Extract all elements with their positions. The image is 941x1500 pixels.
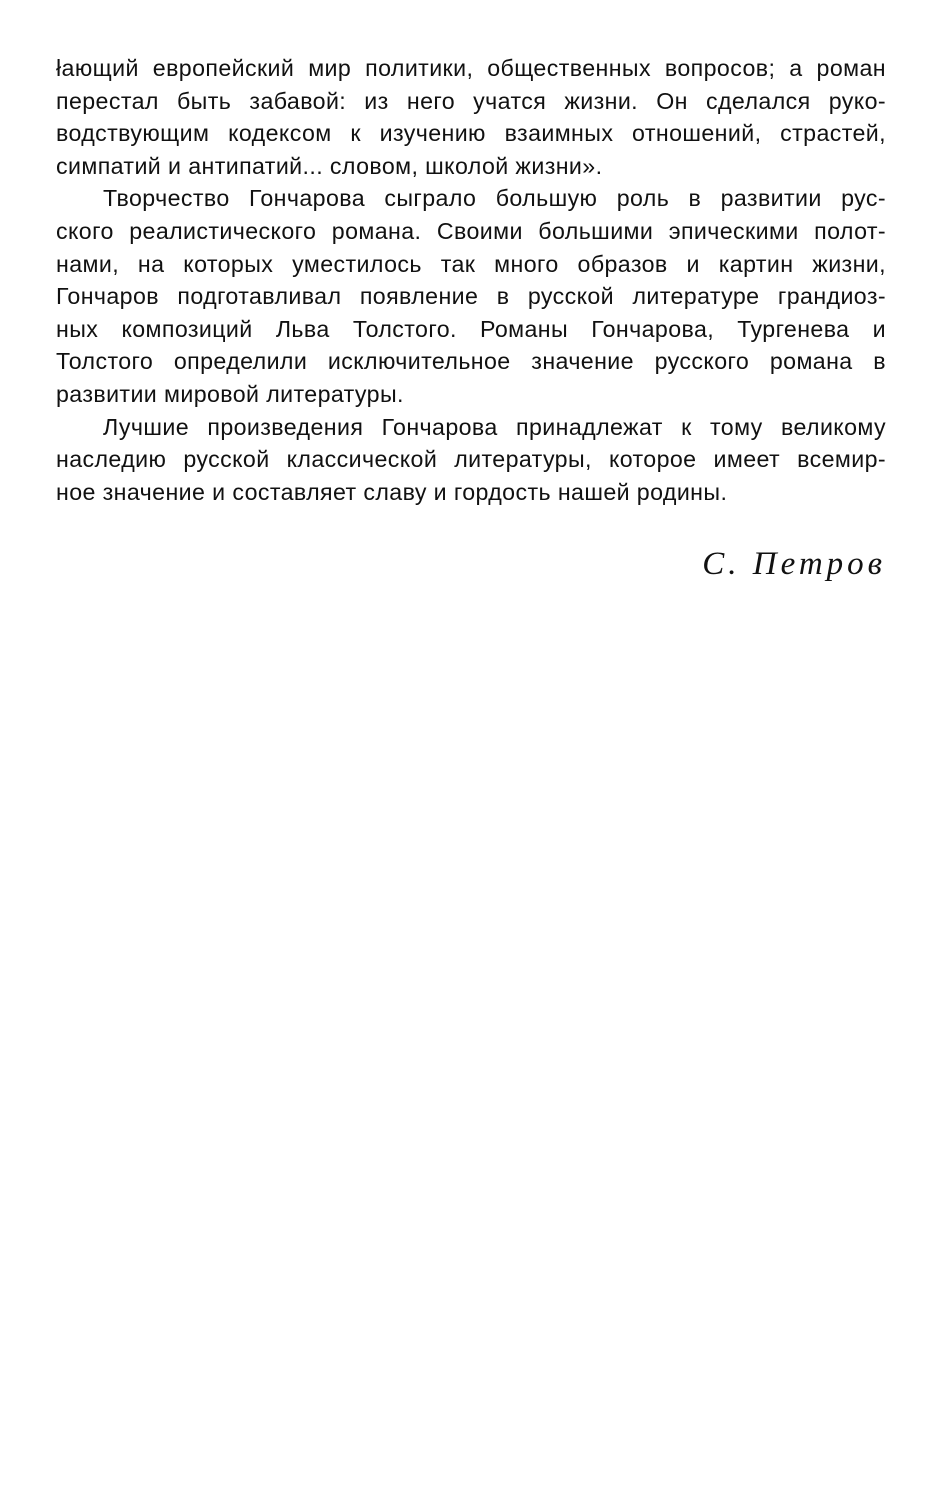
text-line: łающий европейский мир политики, общественных вопросов; а роман xyxy=(56,55,886,81)
text-line: ных композиций Льва Толстого. Романы Гончарова, Тургенева и xyxy=(56,315,886,342)
text-line: Творчество Гончарова сыграло большую роль в развитии рус- xyxy=(103,185,886,212)
text-line: перестал быть забавой: из него учатся жизни. Он сделался руко- xyxy=(56,87,886,114)
text-line: Толстого определили исключительное значение русского романа в xyxy=(56,348,886,375)
text-line: ное значение и составляет славу и гордость нашей родины. xyxy=(56,478,728,505)
text-line: водствующим кодексом к изучению взаимных отношений, страстей, xyxy=(56,120,886,147)
text-line: нами, на которых уместилось так много образов и картин жизни, xyxy=(56,250,886,277)
text-line: Гончаров подготавливал появление в русской литературе грандиоз- xyxy=(56,283,886,310)
text-line: наследию русской классической литературы, которое имеет всемир- xyxy=(56,446,886,473)
text-line: развитии мировой литературы. xyxy=(56,380,404,407)
text-line: Лучшие произведения Гончарова принадлежат к тому великому xyxy=(103,413,886,440)
author-signature: С. Петров xyxy=(702,546,886,582)
text-line: ского реалистического романа. Своими большими эпическими полот- xyxy=(56,217,886,244)
text-line: симпатий и антипатий... словом, школой жизни». xyxy=(56,152,603,179)
body-text xyxy=(56,52,886,508)
